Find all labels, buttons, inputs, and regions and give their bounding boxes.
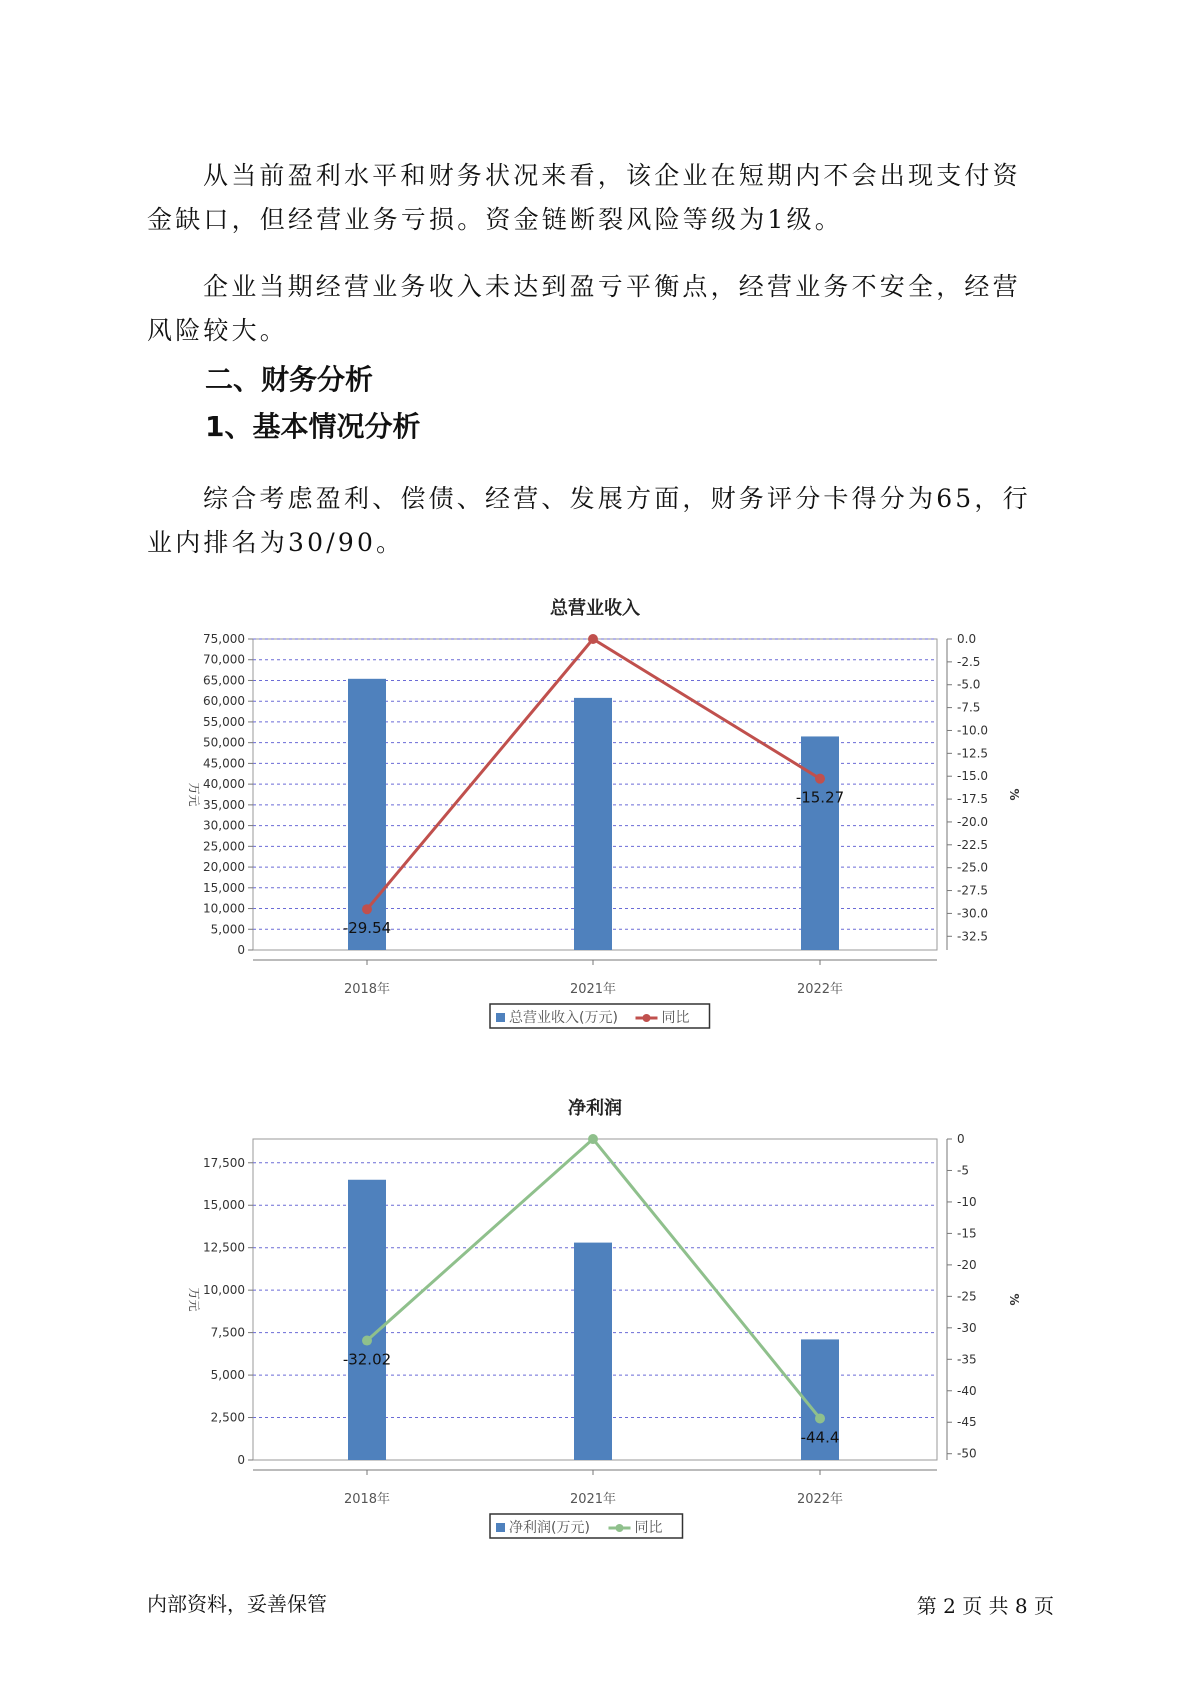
- y2-tick-label: -15.0: [957, 769, 989, 784]
- y2-tick-label: -17.5: [957, 792, 989, 807]
- bar: [574, 698, 612, 950]
- legend-label-line: 同比: [661, 1010, 690, 1026]
- subsection-heading-basic-analysis: 1、基本情况分析: [205, 410, 421, 443]
- footer-page-number: 第 2 页 共 8 页: [916, 1594, 1054, 1618]
- legend-swatch-marker: [643, 1014, 651, 1022]
- revenue-chart: [0, 590, 1191, 1050]
- y2-tick-label: -32.5: [957, 929, 989, 944]
- y-tick-label: 30,000: [203, 818, 245, 833]
- y-tick-label: 15,000: [203, 1198, 245, 1213]
- legend-swatch-marker: [616, 1524, 624, 1532]
- yoy-point: [362, 1336, 372, 1346]
- y2-axis-title: %: [1007, 788, 1021, 801]
- x-tick-label: 2021年: [569, 982, 617, 997]
- y-tick-label: 50,000: [203, 735, 245, 750]
- y2-tick-label: -30: [957, 1320, 977, 1335]
- y-tick-label: 20,000: [203, 860, 245, 875]
- y-tick-label: 7,500: [210, 1325, 245, 1340]
- y-tick-label: 55,000: [203, 714, 245, 729]
- x-tick-label: 2022年: [796, 1492, 844, 1507]
- y-tick-label: 10,000: [203, 1283, 245, 1298]
- y-tick-label: 40,000: [203, 777, 245, 792]
- y-tick-label: 75,000: [203, 632, 245, 646]
- y-tick-label: 35,000: [203, 797, 245, 812]
- y-axis-title: 万元: [187, 782, 201, 807]
- y2-tick-label: -7.5: [957, 700, 981, 715]
- y2-tick-label: 0: [957, 1132, 965, 1146]
- y-tick-label: 17,500: [203, 1155, 245, 1170]
- legend-label-bar: 总营业收入(万元): [509, 1010, 618, 1026]
- legend-swatch-bar: [496, 1013, 505, 1022]
- y2-tick-label: -50: [957, 1446, 977, 1461]
- y-tick-label: 0: [237, 1453, 245, 1467]
- y2-tick-label: -20.0: [957, 814, 989, 829]
- y-tick-label: 15,000: [203, 880, 245, 895]
- yoy-point: [588, 1134, 598, 1144]
- data-label: -15.27: [795, 788, 845, 807]
- data-label: -44.4: [800, 1428, 840, 1447]
- y2-tick-label: -27.5: [957, 883, 989, 898]
- y2-axis-title: %: [1007, 1293, 1021, 1306]
- y-tick-label: 12,500: [203, 1240, 245, 1255]
- legend-label-line: 同比: [634, 1520, 663, 1536]
- y2-tick-label: -40: [957, 1383, 977, 1398]
- section-heading-financial-analysis: 二、财务分析: [205, 363, 374, 396]
- x-tick-label: 2021年: [569, 1492, 617, 1507]
- legend-swatch-bar: [496, 1523, 505, 1532]
- y-tick-label: 5,000: [210, 1368, 245, 1383]
- y-axis-title: 万元: [187, 1287, 201, 1312]
- y2-tick-label: -25.0: [957, 860, 989, 875]
- y-tick-label: 45,000: [203, 756, 245, 771]
- y2-tick-label: -20: [957, 1257, 977, 1272]
- y2-tick-label: -22.5: [957, 837, 989, 852]
- y-tick-label: 65,000: [203, 673, 245, 688]
- y2-tick-label: -25: [957, 1289, 977, 1304]
- data-label: -32.02: [342, 1350, 392, 1369]
- x-tick-label: 2018年: [343, 982, 391, 997]
- y-tick-label: 0: [237, 943, 245, 957]
- y2-tick-label: -12.5: [957, 746, 989, 761]
- y-tick-label: 10,000: [203, 901, 245, 916]
- y2-tick-label: -30.0: [957, 906, 989, 921]
- y2-tick-label: -10.0: [957, 723, 989, 738]
- x-tick-label: 2018年: [343, 1492, 391, 1507]
- yoy-point: [588, 634, 598, 644]
- legend-label-bar: 净利润(万元): [509, 1520, 590, 1536]
- y2-tick-label: -15: [957, 1226, 977, 1241]
- y2-tick-label: -5.0: [957, 677, 981, 692]
- y-tick-label: 2,500: [210, 1410, 245, 1425]
- bar: [574, 1243, 612, 1460]
- data-label: -29.54: [342, 919, 392, 938]
- chart-title: 总营业收入: [550, 598, 640, 619]
- bar: [801, 736, 839, 950]
- y2-tick-label: -35: [957, 1352, 977, 1367]
- y-tick-label: 70,000: [203, 652, 245, 667]
- y-tick-label: 5,000: [210, 922, 245, 937]
- yoy-point: [815, 1413, 825, 1423]
- y2-tick-label: -5: [957, 1163, 969, 1178]
- yoy-point: [362, 904, 372, 914]
- yoy-point: [815, 774, 825, 784]
- y2-tick-label: 0.0: [957, 632, 977, 646]
- paragraph-scorecard: 综合考虑盈利、偿债、经营、发展方面，财务评分卡得分为65，行业内排名为30/90。: [147, 484, 1031, 557]
- bar: [348, 1180, 386, 1460]
- net-profit-chart: [0, 1090, 1191, 1560]
- paragraph-operating-risk: 企业当期经营业务收入未达到盈亏平衡点，经营业务不安全，经营风险较大。: [147, 272, 1021, 345]
- paragraph-liquidity-risk: 从当前盈利水平和财务状况来看，该企业在短期内不会出现支付资金缺口，但经营业务亏损。资金链断裂风险等级为1级。: [147, 161, 1021, 234]
- y2-tick-label: -10: [957, 1194, 977, 1209]
- y-tick-label: 25,000: [203, 839, 245, 854]
- footer-confidential-note: 内部资料，妥善保管: [147, 1592, 327, 1616]
- x-tick-label: 2022年: [796, 982, 844, 997]
- y2-tick-label: -2.5: [957, 654, 981, 669]
- chart-title: 净利润: [568, 1098, 622, 1119]
- y-tick-label: 60,000: [203, 694, 245, 709]
- y2-tick-label: -45: [957, 1415, 977, 1430]
